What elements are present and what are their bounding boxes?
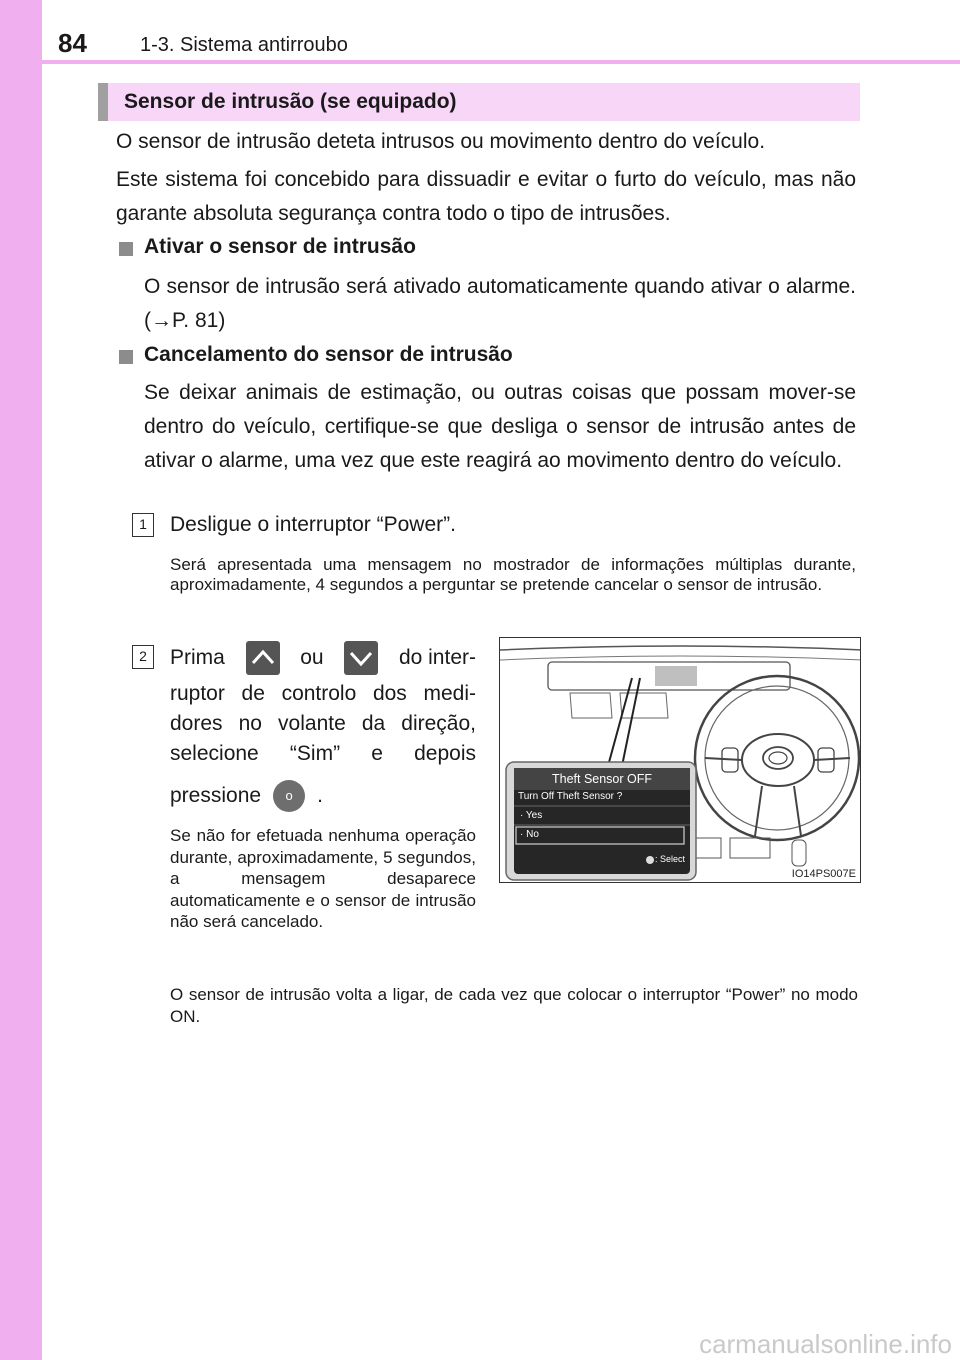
step-2-prima: Prima [170,646,225,669]
bullet-square-icon [119,350,133,364]
bullet-text-activate: O sensor de intrusão será ativado automaticamente quando ativar o alarme. (→P. 81) [144,275,856,332]
step-1-note: Será apresentada uma mensagem no mostrador de informações múltiplas durante, aproximadamente, 4 segundos a perguntar se pretende cancelar o sensor de intrusão. [170,555,856,594]
step-2-rest: do inter- [398,646,476,669]
footer-note: O sensor de intrusão volta a ligar, de cada vez que colocar o interruptor “Power” no modo ON. [170,985,858,1026]
step-2-line-1 [170,640,476,676]
step-2-period: . [317,784,323,807]
screen-select-hint: : Select [655,854,686,864]
arrow-down-button-icon [344,641,378,675]
section-heading-box [98,83,860,121]
ok-button-icon: o [273,780,305,812]
step-2-line-2: ruptor de controlo dos medi- [170,682,476,705]
step-number-2: 2 [132,645,154,669]
step-2-line-5 [170,778,323,814]
step-2-ou: ou [300,646,324,669]
page-number: 84 [58,28,87,58]
bullet-title-cancel: Cancelamento do sensor de intrusão [144,343,513,366]
figure-code: IO14PS007E [791,868,856,880]
dashboard-figure [499,637,861,883]
step-2-pressione: pressione [170,784,262,807]
section-label: 1-3. Sistema antirroubo [140,34,348,56]
header-rule [42,60,960,64]
screen-option-yes: · Yes [520,810,543,821]
watermark: carmanualsonline.info [699,1329,952,1359]
screen-question: Turn Off Theft Sensor ? [518,791,623,802]
step-2-line-3: dores no volante da direção, [170,712,476,735]
step-2-line-4: selecione “Sim” e depois [170,742,476,765]
dashboard-illustration [500,638,861,883]
intro-paragraph-2: Este sistema foi concebido para dissuadir e evitar o furto do veículo, mas não garante absoluta segurança contra todo o tipo de intrusões. [116,168,856,225]
left-margin-band [0,0,42,1360]
arrow-up-button-icon [246,641,280,675]
bullet-title-activate: Ativar o sensor de intrusão [144,235,416,258]
intro-paragraph-1: O sensor de intrusão deteta intrusos ou movimento dentro do veículo. [116,130,766,153]
screen-title: Theft Sensor OFF [551,772,653,786]
step-1-text: Desligue o interruptor “Power”. [170,513,456,536]
screen-option-no: · No [520,829,539,840]
bullet-square-icon [119,242,133,256]
step-2-note: Se não for efetuada nenhuma operação durante, aproximadamente, 5 segundos, a mensagem desaparece automaticamente e o sensor de intrusão não será cancelado. [170,826,476,931]
bullet-text-cancel: Se deixar animais de estimação, ou outras coisas que possam mover-se dentro do veículo, certifique-se que desliga o sensor de intrusão antes de ativar o alarme, uma vez que este reagirá ao movimento dentro do veículo. [144,381,856,472]
step-number-1: 1 [132,513,154,537]
section-heading: Sensor de intrusão (se equipado) [124,90,457,113]
